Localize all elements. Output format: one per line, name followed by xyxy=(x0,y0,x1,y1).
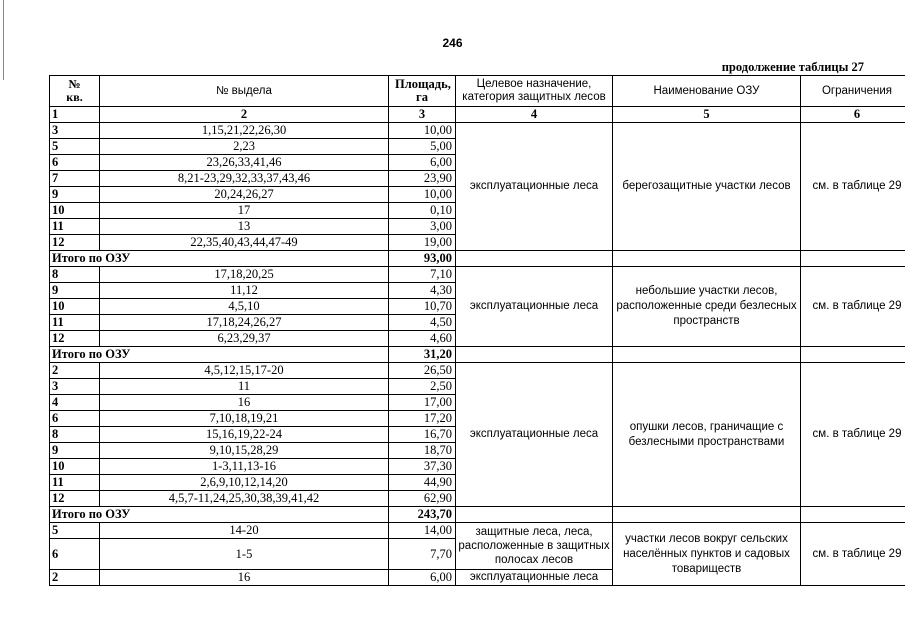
empty-cell xyxy=(613,507,801,523)
table-row xyxy=(50,267,905,283)
area-cell: 10,00 xyxy=(389,123,456,139)
kv-cell: 9 xyxy=(50,443,100,459)
ozu-cell: берегозащитные участки лесов xyxy=(613,123,801,251)
area-cell: 5,00 xyxy=(389,139,456,155)
vydel-cell: 11 xyxy=(100,379,389,395)
purpose-cell: эксплуатационные леса xyxy=(456,363,613,507)
area-cell: 3,00 xyxy=(389,219,456,235)
restriction-cell: см. в таблице 29 xyxy=(801,363,905,507)
empty-cell xyxy=(613,347,801,363)
total-label: Итого по ОЗУ xyxy=(50,507,389,523)
header-purpose: Целевое назначение, категория защитных лесов xyxy=(456,76,613,107)
empty-cell xyxy=(801,507,905,523)
kv-cell: 3 xyxy=(50,379,100,395)
purpose-cell: эксплуатационные леса xyxy=(456,123,613,251)
restriction-cell: см. в таблице 29 xyxy=(801,123,905,251)
total-label: Итого по ОЗУ xyxy=(50,347,389,363)
header-area: Площадь, га xyxy=(389,76,456,107)
empty-cell xyxy=(613,251,801,267)
vydel-cell: 7,10,18,19,21 xyxy=(100,411,389,427)
vydel-cell: 17 xyxy=(100,203,389,219)
vydel-cell: 4,5,10 xyxy=(100,299,389,315)
vydel-cell: 17,18,20,25 xyxy=(100,267,389,283)
empty-cell xyxy=(801,251,905,267)
header-vydel: № выдела xyxy=(100,76,389,107)
vydel-cell: 4,5,12,15,17-20 xyxy=(100,363,389,379)
col-number: 1 xyxy=(50,107,100,123)
area-cell: 14,00 xyxy=(389,523,456,539)
vydel-cell: 16 xyxy=(100,395,389,411)
kv-cell: 7 xyxy=(50,171,100,187)
vydel-cell: 1-5 xyxy=(100,539,389,570)
kv-cell: 10 xyxy=(50,459,100,475)
header-restrictions: Ограничения xyxy=(801,76,905,107)
area-cell: 4,60 xyxy=(389,331,456,347)
kv-cell: 9 xyxy=(50,283,100,299)
vydel-cell: 2,6,9,10,12,14,20 xyxy=(100,475,389,491)
col-number: 5 xyxy=(613,107,801,123)
table-row xyxy=(50,523,905,539)
table-continuation-caption: продолжение таблицы 27 xyxy=(721,60,864,74)
kv-cell: 8 xyxy=(50,427,100,443)
area-cell: 6,00 xyxy=(389,155,456,171)
kv-cell: 6 xyxy=(50,539,100,570)
table-body xyxy=(50,123,905,523)
kv-cell: 12 xyxy=(50,331,100,347)
area-cell: 62,90 xyxy=(389,491,456,507)
area-cell: 6,00 xyxy=(389,570,456,586)
area-cell: 23,90 xyxy=(389,171,456,187)
area-cell: 17,20 xyxy=(389,411,456,427)
area-cell: 7,10 xyxy=(389,267,456,283)
restriction-cell: см. в таблице 29 xyxy=(801,267,905,347)
vydel-cell: 1,15,21,22,26,30 xyxy=(100,123,389,139)
kv-cell: 9 xyxy=(50,187,100,203)
total-label: Итого по ОЗУ xyxy=(50,251,389,267)
total-value: 31,20 xyxy=(389,347,456,363)
kv-cell: 4 xyxy=(50,395,100,411)
empty-cell xyxy=(456,251,613,267)
area-cell: 17,00 xyxy=(389,395,456,411)
kv-cell: 10 xyxy=(50,203,100,219)
kv-cell: 12 xyxy=(50,491,100,507)
col-number: 2 xyxy=(100,107,389,123)
ozu-cell: небольшие участки лесов, расположенные среди безлесных пространств xyxy=(613,267,801,347)
vydel-cell: 1-3,11,13-16 xyxy=(100,459,389,475)
empty-cell xyxy=(801,347,905,363)
area-cell: 10,00 xyxy=(389,187,456,203)
vydel-cell: 11,12 xyxy=(100,283,389,299)
page-number: 246 xyxy=(442,36,463,50)
vydel-cell: 17,18,24,26,27 xyxy=(100,315,389,331)
header-ozu: Наименование ОЗУ xyxy=(613,76,801,107)
vydel-cell: 15,16,19,22-24 xyxy=(100,427,389,443)
purpose-cell: эксплуатационные леса xyxy=(456,267,613,347)
vydel-cell: 4,5,7-11,24,25,30,38,39,41,42 xyxy=(100,491,389,507)
purpose-cell: защитные леса, леса, расположенные в защитных полосах лесов xyxy=(456,523,613,570)
ozu-table xyxy=(49,75,905,586)
vydel-cell: 8,21-23,29,32,33,37,43,46 xyxy=(100,171,389,187)
area-cell: 4,30 xyxy=(389,283,456,299)
empty-cell xyxy=(456,347,613,363)
kv-cell: 12 xyxy=(50,235,100,251)
vydel-cell: 9,10,15,28,29 xyxy=(100,443,389,459)
kv-cell: 11 xyxy=(50,219,100,235)
empty-cell xyxy=(456,507,613,523)
ozu-cell: участки лесов вокруг сельских населённых пунктов и садовых товариществ xyxy=(613,523,801,586)
column-number-row xyxy=(50,107,905,123)
area-cell: 19,00 xyxy=(389,235,456,251)
kv-cell: 8 xyxy=(50,267,100,283)
vydel-cell: 13 xyxy=(100,219,389,235)
area-cell: 2,50 xyxy=(389,379,456,395)
table-row xyxy=(50,363,905,379)
restriction-cell: см. в таблице 29 xyxy=(801,523,905,586)
col-number: 4 xyxy=(456,107,613,123)
area-cell: 16,70 xyxy=(389,427,456,443)
kv-cell: 5 xyxy=(50,139,100,155)
vydel-cell: 22,35,40,43,44,47-49 xyxy=(100,235,389,251)
kv-cell: 2 xyxy=(50,363,100,379)
kv-cell: 6 xyxy=(50,155,100,171)
purpose-cell: эксплуатационные леса xyxy=(456,570,613,586)
vydel-cell: 23,26,33,41,46 xyxy=(100,155,389,171)
area-cell: 4,50 xyxy=(389,315,456,331)
area-cell: 44,90 xyxy=(389,475,456,491)
vydel-cell: 6,23,29,37 xyxy=(100,331,389,347)
kv-cell: 11 xyxy=(50,475,100,491)
vydel-cell: 20,24,26,27 xyxy=(100,187,389,203)
total-row xyxy=(50,347,905,363)
vydel-cell: 2,23 xyxy=(100,139,389,155)
total-value: 243,70 xyxy=(389,507,456,523)
col-number: 6 xyxy=(801,107,905,123)
kv-cell: 5 xyxy=(50,523,100,539)
kv-cell: 6 xyxy=(50,411,100,427)
area-cell: 37,30 xyxy=(389,459,456,475)
total-row xyxy=(50,251,905,267)
kv-cell: 11 xyxy=(50,315,100,331)
area-cell: 26,50 xyxy=(389,363,456,379)
kv-cell: 2 xyxy=(50,570,100,586)
vydel-cell: 14-20 xyxy=(100,523,389,539)
header-kv: № кв. xyxy=(50,76,100,107)
table-row xyxy=(50,123,905,139)
last-group xyxy=(50,523,905,586)
area-cell: 0,10 xyxy=(389,203,456,219)
kv-cell: 10 xyxy=(50,299,100,315)
area-cell: 7,70 xyxy=(389,539,456,570)
kv-cell: 3 xyxy=(50,123,100,139)
area-cell: 18,70 xyxy=(389,443,456,459)
vydel-cell: 16 xyxy=(100,570,389,586)
ozu-cell: опушки лесов, граничащие с безлесными пространствами xyxy=(613,363,801,507)
total-value: 93,00 xyxy=(389,251,456,267)
total-row xyxy=(50,507,905,523)
col-number: 3 xyxy=(389,107,456,123)
area-cell: 10,70 xyxy=(389,299,456,315)
